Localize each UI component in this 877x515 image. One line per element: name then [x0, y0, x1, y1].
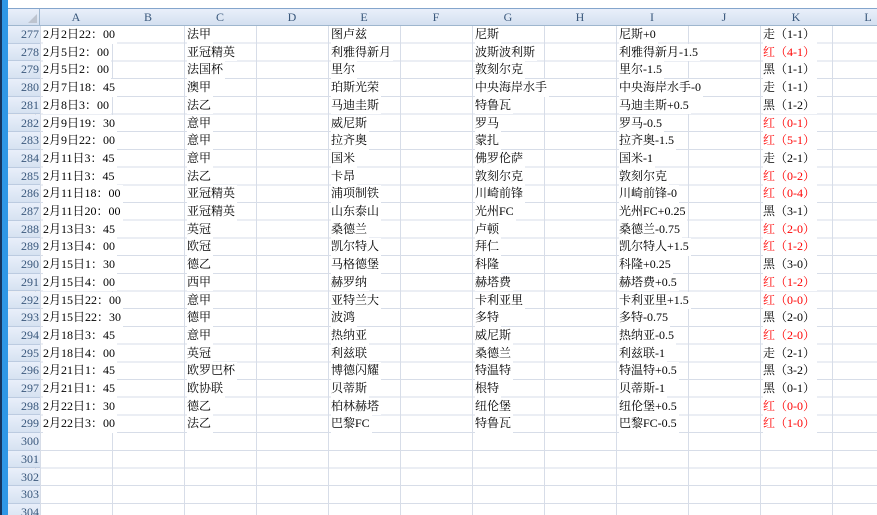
- cell-K292[interactable]: 红（0-0）: [763, 292, 817, 310]
- row-header-279[interactable]: 279: [8, 61, 40, 79]
- cell-A281[interactable]: 2月8日3：00: [43, 97, 111, 115]
- cell-K279[interactable]: 黑（1-1）: [763, 61, 817, 79]
- column-header-label: A: [71, 10, 81, 24]
- column-header-label: B: [143, 10, 152, 24]
- cell-K299[interactable]: 红（1-0）: [763, 415, 817, 433]
- cell-C299[interactable]: 法乙: [187, 415, 213, 433]
- cell-C286[interactable]: 亚冠精英: [187, 185, 237, 203]
- row-header-283[interactable]: 283: [8, 132, 40, 150]
- row-header-289[interactable]: 289: [8, 238, 40, 256]
- cell-K284[interactable]: 走（2-1）: [763, 150, 817, 168]
- cell-E277[interactable]: 图卢兹: [331, 26, 369, 44]
- cell-E291[interactable]: 赫罗纳: [331, 274, 369, 292]
- cell-G293[interactable]: 多特: [475, 309, 501, 327]
- row-header-291[interactable]: 291: [8, 274, 40, 292]
- column-header-K[interactable]: [760, 9, 833, 25]
- cell-G289[interactable]: 拜仁: [475, 238, 501, 256]
- cell-C296[interactable]: 欧罗巴杯: [187, 362, 237, 380]
- cell-K293[interactable]: 黑（2-0）: [763, 309, 817, 327]
- cell-C283[interactable]: 意甲: [187, 132, 213, 150]
- cell-A277[interactable]: 2月2日22：00: [43, 26, 117, 44]
- cell-G291[interactable]: 赫塔费: [475, 274, 513, 292]
- cell-C289[interactable]: 欧冠: [187, 238, 213, 256]
- cell-A298[interactable]: 2月22日1：30: [43, 398, 117, 416]
- cell-A287[interactable]: 2月11日20：00: [43, 203, 123, 221]
- cell-K282[interactable]: 红（0-1）: [763, 115, 817, 133]
- cell-G299[interactable]: 特鲁瓦: [475, 415, 513, 433]
- sheet-grid[interactable]: [8, 26, 877, 515]
- cell-A279[interactable]: 2月5日2：00: [43, 61, 111, 79]
- cell-E286[interactable]: 浦项制铁: [331, 185, 381, 203]
- cell-A291[interactable]: 2月15日4：00: [43, 274, 117, 292]
- cell-I295[interactable]: 利兹联-1: [619, 345, 667, 363]
- cell-K294[interactable]: 红（2-0）: [763, 327, 817, 345]
- cell-I287[interactable]: 光州FC+0.25: [619, 203, 687, 221]
- select-all-button[interactable]: [8, 9, 40, 26]
- window-left-border: [0, 0, 8, 515]
- cell-K286[interactable]: 红（0-4）: [763, 185, 817, 203]
- row-header-304[interactable]: 304: [8, 504, 40, 515]
- row-header-286[interactable]: 286: [8, 185, 40, 203]
- column-header-label: L: [864, 10, 872, 24]
- cell-E296[interactable]: 博德闪耀: [331, 362, 381, 380]
- row-header-285[interactable]: 285: [8, 168, 40, 186]
- cell-I289[interactable]: 凯尔特人+1.5: [619, 238, 691, 256]
- cell-E284[interactable]: 国米: [331, 150, 357, 168]
- cell-I282[interactable]: 罗马-0.5: [619, 115, 664, 133]
- cell-C295[interactable]: 英冠: [187, 345, 213, 363]
- column-header-A[interactable]: [40, 9, 113, 25]
- cell-C291[interactable]: 西甲: [187, 274, 213, 292]
- cell-A286[interactable]: 2月11日18：00: [43, 185, 123, 203]
- column-header-label: D: [287, 10, 297, 24]
- cell-K281[interactable]: 黑（1-2）: [763, 97, 817, 115]
- cell-E283[interactable]: 拉齐奥: [331, 132, 369, 150]
- cell-I288[interactable]: 桑德兰-0.75: [619, 221, 682, 239]
- cell-C281[interactable]: 法乙: [187, 97, 213, 115]
- column-header-label: J: [721, 10, 727, 24]
- cell-A283[interactable]: 2月9日22：00: [43, 132, 117, 150]
- column-header-label: E: [360, 10, 368, 24]
- column-header-B[interactable]: [112, 9, 185, 25]
- cell-I280[interactable]: 中央海岸水手-0: [619, 79, 703, 97]
- cell-C294[interactable]: 意甲: [187, 327, 213, 345]
- cell-A295[interactable]: 2月18日4：00: [43, 345, 117, 363]
- cell-I293[interactable]: 多特-0.75: [619, 309, 670, 327]
- cell-A278[interactable]: 2月5日2：00: [43, 44, 111, 62]
- cell-C285[interactable]: 法乙: [187, 168, 213, 186]
- cell-E292[interactable]: 亚特兰大: [331, 292, 381, 310]
- cell-G290[interactable]: 科隆: [475, 256, 501, 274]
- cell-K283[interactable]: 红（5-1）: [763, 132, 817, 150]
- cell-C288[interactable]: 英冠: [187, 221, 213, 239]
- cell-I292[interactable]: 卡利亚里+1.5: [619, 292, 691, 310]
- row-header-300[interactable]: 300: [8, 433, 40, 451]
- column-header-label: K: [791, 10, 801, 24]
- row-header-280[interactable]: 280: [8, 79, 40, 97]
- row-header-292[interactable]: 292: [8, 292, 40, 310]
- cell-E280[interactable]: 珀斯光荣: [331, 79, 381, 97]
- cell-C297[interactable]: 欧协联: [187, 380, 225, 398]
- cell-I290[interactable]: 科隆+0.25: [619, 256, 673, 274]
- cell-I279[interactable]: 里尔-1.5: [619, 61, 664, 79]
- cell-K290[interactable]: 黑（3-0）: [763, 256, 817, 274]
- column-header-H[interactable]: [544, 9, 617, 25]
- row-header-299[interactable]: 299: [8, 415, 40, 433]
- cell-I277[interactable]: 尼斯+0: [619, 26, 658, 44]
- cell-C292[interactable]: 意甲: [187, 292, 213, 310]
- cell-E281[interactable]: 马迪圭斯: [331, 97, 381, 115]
- cell-I285[interactable]: 敦刻尔克: [619, 168, 669, 186]
- cell-A285[interactable]: 2月11日3：45: [43, 168, 117, 186]
- cell-A290[interactable]: 2月15日1：30: [43, 256, 117, 274]
- cell-E287[interactable]: 山东泰山: [331, 203, 381, 221]
- column-header-label: F: [432, 10, 440, 24]
- column-header-G[interactable]: [472, 9, 545, 25]
- cell-E278[interactable]: 利雅得新月: [331, 44, 393, 62]
- cell-G296[interactable]: 特温特: [475, 362, 513, 380]
- cell-A293[interactable]: 2月15日22：30: [43, 309, 123, 327]
- row-header-303[interactable]: 303: [8, 486, 40, 504]
- cell-I299[interactable]: 巴黎FC-0.5: [619, 415, 679, 433]
- cell-E294[interactable]: 热纳亚: [331, 327, 369, 345]
- cell-C290[interactable]: 德乙: [187, 256, 213, 274]
- cell-A280[interactable]: 2月7日18：45: [43, 79, 117, 97]
- column-header-label: I: [650, 10, 654, 24]
- column-header-D[interactable]: [256, 9, 329, 25]
- cell-E282[interactable]: 威尼斯: [331, 115, 369, 133]
- cell-K285[interactable]: 红（0-2）: [763, 168, 817, 186]
- column-header-label: C: [215, 10, 224, 24]
- cell-K295[interactable]: 走（2-1）: [763, 345, 817, 363]
- cell-G282[interactable]: 罗马: [475, 115, 501, 133]
- cell-I284[interactable]: 国米-1: [619, 150, 655, 168]
- cell-C284[interactable]: 意甲: [187, 150, 213, 168]
- cell-K296[interactable]: 黑（3-2）: [763, 362, 817, 380]
- row-header-293[interactable]: 293: [8, 309, 40, 327]
- cell-K287[interactable]: 黑（3-1）: [763, 203, 817, 221]
- cell-E289[interactable]: 凯尔特人: [331, 238, 381, 256]
- cell-G288[interactable]: 卢顿: [475, 221, 501, 239]
- cell-K277[interactable]: 走（1-1）: [763, 26, 817, 44]
- cell-C282[interactable]: 意甲: [187, 115, 213, 133]
- column-header-J[interactable]: [688, 9, 761, 25]
- column-header-F[interactable]: [400, 9, 473, 25]
- column-header-row: [40, 9, 877, 26]
- cell-I283[interactable]: 拉齐奥-1.5: [619, 132, 676, 150]
- cell-K280[interactable]: 走（1-1）: [763, 79, 817, 97]
- cell-G292[interactable]: 卡利亚里: [475, 292, 525, 310]
- column-header-I[interactable]: [616, 9, 689, 25]
- cell-C277[interactable]: 法甲: [187, 26, 213, 44]
- row-header-297[interactable]: 297: [8, 380, 40, 398]
- cell-I281[interactable]: 马迪圭斯+0.5: [619, 97, 691, 115]
- cell-C278[interactable]: 亚冠精英: [187, 44, 237, 62]
- cell-E288[interactable]: 桑德兰: [331, 221, 369, 239]
- cell-E290[interactable]: 马格德堡: [331, 256, 381, 274]
- cell-A292[interactable]: 2月15日22：00: [43, 292, 123, 310]
- cell-G278[interactable]: 波斯波利斯: [475, 44, 537, 62]
- row-header-288[interactable]: 288: [8, 221, 40, 239]
- cell-G279[interactable]: 敦刻尔克: [475, 61, 525, 79]
- cell-C280[interactable]: 澳甲: [187, 79, 213, 97]
- row-header-301[interactable]: 301: [8, 451, 40, 469]
- cell-G294[interactable]: 威尼斯: [475, 327, 513, 345]
- cell-A282[interactable]: 2月9日19：30: [43, 115, 117, 133]
- cell-C298[interactable]: 德乙: [187, 398, 213, 416]
- row-header-281[interactable]: 281: [8, 97, 40, 115]
- cell-A288[interactable]: 2月13日3：45: [43, 221, 117, 239]
- cell-I296[interactable]: 特温特+0.5: [619, 362, 679, 380]
- cell-E299[interactable]: 巴黎FC: [331, 415, 372, 433]
- cell-I297[interactable]: 贝蒂斯-1: [619, 380, 667, 398]
- row-header-column: [8, 26, 40, 515]
- column-header-label: H: [575, 10, 585, 24]
- cell-I286[interactable]: 川崎前锋-0: [619, 185, 679, 203]
- column-header-E[interactable]: [328, 9, 401, 25]
- cell-G280[interactable]: 中央海岸水手: [475, 79, 549, 97]
- cell-K289[interactable]: 红（1-2）: [763, 238, 817, 256]
- cell-E285[interactable]: 卡昂: [331, 168, 357, 186]
- column-header-label: G: [503, 10, 513, 24]
- row-header-277[interactable]: 277: [8, 26, 40, 44]
- row-header-284[interactable]: 284: [8, 150, 40, 168]
- cell-E279[interactable]: 里尔: [331, 61, 357, 79]
- cell-E298[interactable]: 柏林赫塔: [331, 398, 381, 416]
- row-header-287[interactable]: 287: [8, 203, 40, 221]
- column-header-L[interactable]: [832, 9, 877, 25]
- row-header-295[interactable]: 295: [8, 345, 40, 363]
- formula-bar-bottom-strip: [8, 0, 877, 9]
- cell-G297[interactable]: 根特: [475, 380, 501, 398]
- cell-K297[interactable]: 黑（0-1）: [763, 380, 817, 398]
- cell-A289[interactable]: 2月13日4：00: [43, 238, 117, 256]
- cell-G287[interactable]: 光州FC: [475, 203, 516, 221]
- cell-G298[interactable]: 纽伦堡: [475, 398, 513, 416]
- cell-G283[interactable]: 蒙扎: [475, 132, 501, 150]
- cell-A294[interactable]: 2月18日3：45: [43, 327, 117, 345]
- cell-A299[interactable]: 2月22日3：00: [43, 415, 117, 433]
- cell-G281[interactable]: 特鲁瓦: [475, 97, 513, 115]
- cell-K278[interactable]: 红（4-1）: [763, 44, 817, 62]
- row-header-282[interactable]: 282: [8, 115, 40, 133]
- cell-I294[interactable]: 热纳亚-0.5: [619, 327, 676, 345]
- cell-A284[interactable]: 2月11日3：45: [43, 150, 117, 168]
- cell-G286[interactable]: 川崎前锋: [475, 185, 525, 203]
- cell-I291[interactable]: 赫塔费+0.5: [619, 274, 679, 292]
- cell-C279[interactable]: 法国杯: [187, 61, 225, 79]
- cell-G285[interactable]: 敦刻尔克: [475, 168, 525, 186]
- row-header-302[interactable]: 302: [8, 469, 40, 487]
- cell-C287[interactable]: 亚冠精英: [187, 203, 237, 221]
- cell-K291[interactable]: 红（1-2）: [763, 274, 817, 292]
- cell-C293[interactable]: 德甲: [187, 309, 213, 327]
- cell-I278[interactable]: 利雅得新月-1.5: [619, 44, 700, 62]
- cell-G295[interactable]: 桑德兰: [475, 345, 513, 363]
- row-header-278[interactable]: 278: [8, 44, 40, 62]
- cell-A297[interactable]: 2月21日1：45: [43, 380, 117, 398]
- cell-E297[interactable]: 贝蒂斯: [331, 380, 369, 398]
- cell-E293[interactable]: 波鸿: [331, 309, 357, 327]
- cell-E295[interactable]: 利兹联: [331, 345, 369, 363]
- row-header-298[interactable]: 298: [8, 398, 40, 416]
- row-header-290[interactable]: 290: [8, 256, 40, 274]
- cell-A296[interactable]: 2月21日1：45: [43, 362, 117, 380]
- column-header-C[interactable]: [184, 9, 257, 25]
- row-header-294[interactable]: 294: [8, 327, 40, 345]
- cell-K288[interactable]: 红（2-0）: [763, 221, 817, 239]
- select-all-triangle-icon: [28, 14, 37, 23]
- row-header-296[interactable]: 296: [8, 362, 40, 380]
- cell-K298[interactable]: 红（0-0）: [763, 398, 817, 416]
- cell-G284[interactable]: 佛罗伦萨: [475, 150, 525, 168]
- cell-G277[interactable]: 尼斯: [475, 26, 501, 44]
- cell-I298[interactable]: 纽伦堡+0.5: [619, 398, 679, 416]
